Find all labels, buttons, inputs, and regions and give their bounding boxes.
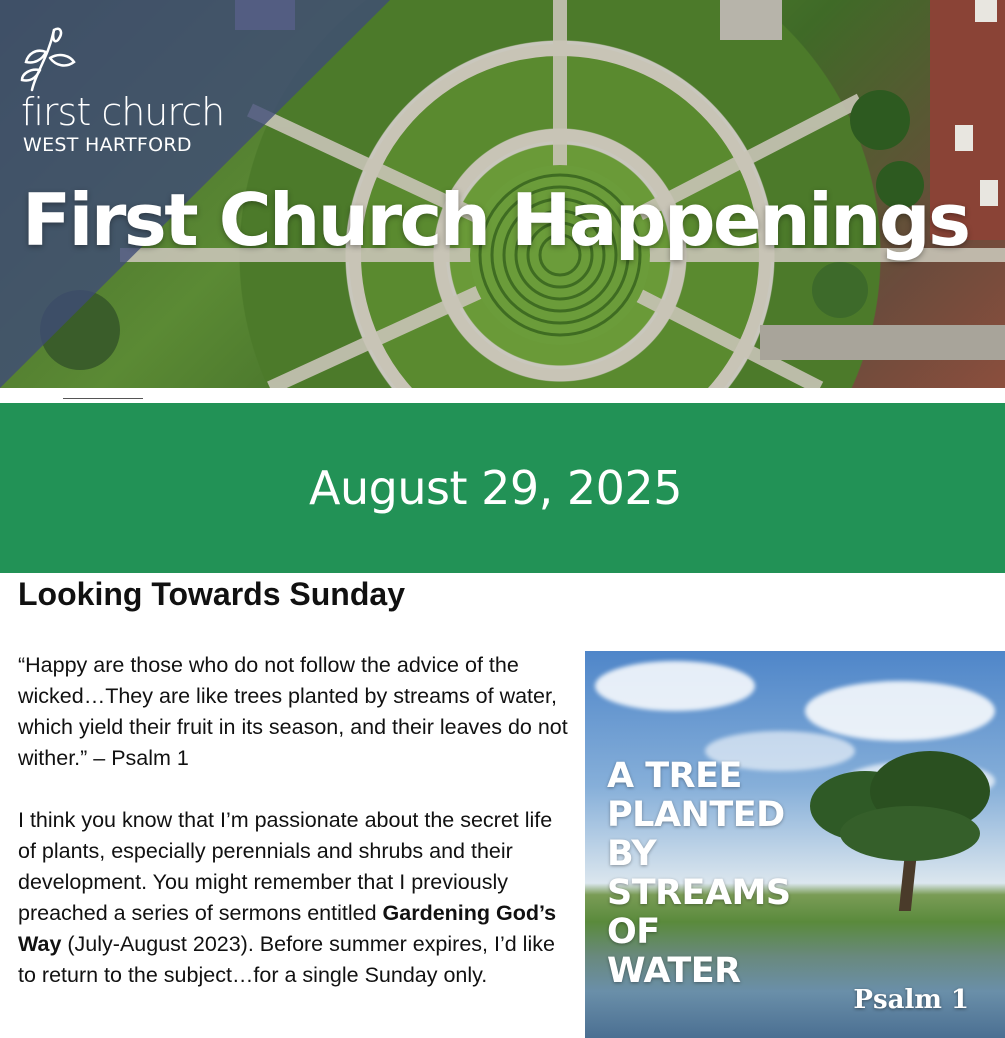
issue-date: August 29, 2025 [309, 461, 682, 515]
church-logo[interactable] [18, 22, 278, 162]
sermon-image[interactable] [585, 651, 1005, 1038]
leaf-sprig-icon [18, 22, 78, 92]
cloud [805, 681, 995, 741]
newsletter-headline: First Church Happenings [22, 178, 969, 262]
divider-strip [0, 388, 1005, 403]
logo-location: WEST HARTFORD [23, 134, 192, 156]
logo-church-name: first church [21, 90, 225, 134]
image-title: A TREE PLANTED BY STREAMS OF WATER [607, 756, 791, 991]
article-body [18, 650, 568, 1022]
paragraph-text-start: I think you know that I’m passionate about the secret life of plants, especially perennials and shrubs and their development. You might remember that I previously preached a series of sermons entitled [18, 808, 553, 925]
tree-crown [840, 806, 980, 861]
article-paragraph [18, 805, 568, 991]
section-title: Looking Towards Sunday [18, 576, 405, 612]
cloud [595, 661, 755, 711]
date-band [0, 403, 1005, 573]
paragraph-text-end: (July-August 2023). Before summer expires, I’d like to return to the subject…for a single Sunday only. [18, 932, 555, 987]
header-banner [0, 0, 1005, 388]
sermon-series-title: Gardening God’s Way [18, 901, 557, 956]
image-caption: Psalm 1 [853, 985, 969, 1015]
scripture-quote: “Happy are those who do not follow the advice of the wicked…They are like trees planted by streams of water, which yield their fruit in its season, and their leaves do not wither.” – Psalm 1 [18, 653, 568, 770]
